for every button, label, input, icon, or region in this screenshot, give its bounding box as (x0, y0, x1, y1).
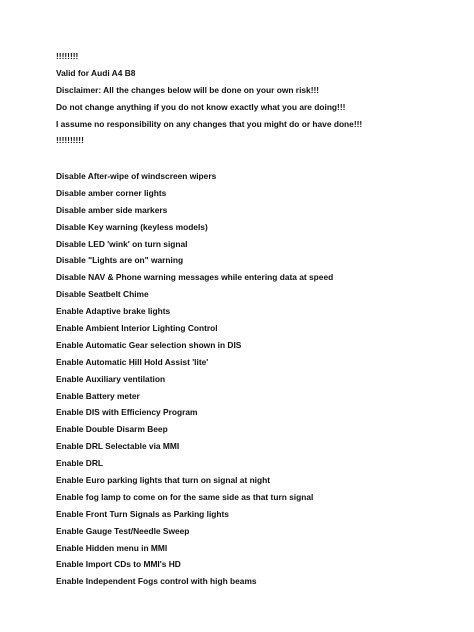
disclaimer-block (56, 48, 466, 149)
list-item: Disable "Lights are on" warning (56, 255, 184, 266)
list-item: Disable NAV & Phone warning messages while entering data at speed (56, 272, 334, 283)
list-item: Enable Adaptive brake lights (56, 306, 171, 317)
warning-line: Do not change anything if you do not know exactly what you are doing!!! (56, 101, 346, 112)
list-item: Enable Hidden menu in MMI (56, 542, 168, 553)
list-item: Enable Automatic Hill Hold Assist 'lite' (56, 356, 209, 367)
list-item: Enable Battery meter (56, 390, 140, 401)
disclaimer-line: Disclaimer: All the changes below will be done on your own risk!!! (56, 84, 320, 95)
list-item: Disable LED 'wink' on turn signal (56, 238, 188, 249)
list-item: Enable DIS with Efficiency Program (56, 407, 198, 418)
list-item: Enable Euro parking lights that turn on signal at night (56, 475, 271, 486)
list-item: Enable Ambient Interior Lighting Control (56, 323, 218, 334)
list-item: Enable Independent Fogs control with high beams (56, 576, 257, 587)
list-item: Enable Import CDs to MMI's HD (56, 559, 181, 570)
list-item: Enable Auxiliary ventilation (56, 373, 166, 384)
list-item: Disable Seatbelt Chime (56, 289, 149, 300)
list-item: Disable amber side markers (56, 204, 168, 215)
list-item: Enable DRL (56, 458, 103, 469)
validity-note: Valid for Audi A4 B8 (56, 67, 136, 78)
list-item: Enable Gauge Test/Needle Sweep (56, 525, 190, 536)
list-item: Enable Automatic Gear selection shown in DIS (56, 339, 242, 350)
separator-top: !!!!!!!! (56, 51, 79, 61)
list-item: Enable fog lamp to come on for the same side as that turn signal (56, 491, 314, 502)
responsibility-line: I assume no responsibility on any changes that you might do or have done!!! (56, 118, 363, 129)
list-item: Disable Key warning (keyless models) (56, 221, 208, 232)
list-item: Enable DRL Selectable via MMI (56, 441, 180, 452)
separator-bottom: !!!!!!!!!! (56, 135, 84, 146)
feature-list (56, 168, 466, 590)
list-item: Disable amber corner lights (56, 187, 167, 198)
list-item: Enable Front Turn Signals as Parking lights (56, 508, 229, 519)
list-item: Enable Double Disarm Beep (56, 424, 168, 435)
list-item: Disable After-wipe of windscreen wipers (56, 171, 217, 181)
